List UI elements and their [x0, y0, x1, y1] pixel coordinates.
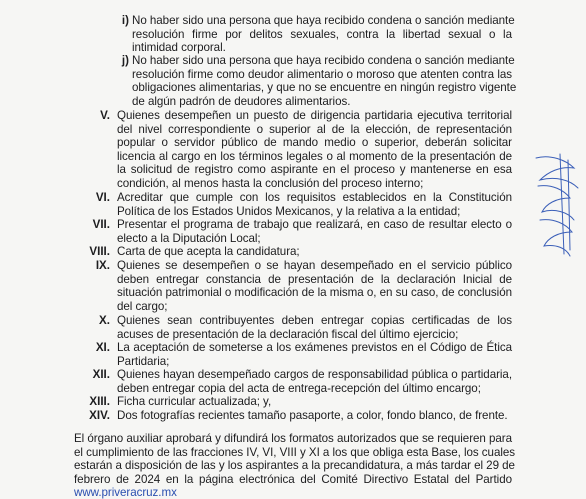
- item-text-line: No haber sido una persona que haya recibido condena o sanción mediante: [132, 14, 515, 27]
- item-text-line: Quienes hayan desempeñado cargos de responsabilidad pública o partidaria,: [117, 368, 512, 381]
- item-text-line: La aceptación de someterse a los exámenes previstos en el Código de Ética: [117, 341, 512, 354]
- item-text-line: popular o servidor público de mando medio o superior, deberán solicitar: [117, 136, 512, 150]
- item-text-line: electo a la Diputación Local;: [117, 231, 261, 245]
- item-number: VI.: [95, 191, 110, 204]
- item-number: XIII.: [89, 395, 110, 408]
- item-text-line: Presentar el programa de trabajo que realizará, en caso de resultar electo o: [117, 218, 512, 231]
- item-text-line: acuses de presentación de la declaración fiscal del último ejercicio;: [117, 327, 459, 341]
- item-text-line: de algún padrón de deudores alimentarios.: [132, 94, 351, 108]
- item-number: j): [121, 54, 129, 67]
- website-link[interactable]: www.priveracruz.mx: [74, 486, 177, 499]
- item-number: VII.: [92, 218, 110, 231]
- item-text-line: Ficha curricular actualizada; y,: [117, 395, 272, 408]
- item-text-line: del nivel correspondiente o superior al de la elección, de representación: [117, 122, 512, 136]
- item-text-line: Quienes se desempeñen o se hayan desempeñado en el servicio público: [117, 259, 512, 272]
- closing-paragraph-line: El órgano auxiliar aprobará y difundirá los formatos autorizados que se requieren para: [74, 432, 512, 445]
- item-text-line: del cargo;: [117, 299, 168, 313]
- item-text-line: licencia al cargo en los términos legales o al momento de la presentación de: [117, 149, 512, 163]
- item-text-line: la solicitud de registro como aspirante en el proceso y mantenerse en esa: [117, 163, 512, 177]
- item-text-line: situación patrimonial o modificación de la misma o, en su caso, de conclusión: [117, 286, 512, 300]
- item-text-line: obligaciones alimentarias, y que no se encuentre en ningún registro vigente: [132, 81, 517, 95]
- item-text-line: No haber sido una persona que haya recibido condena o sanción mediante: [132, 54, 515, 67]
- item-number: i): [121, 14, 129, 27]
- item-text-line: deben entregar copia del acta de entrega-recepción del último encargo;: [117, 381, 481, 395]
- item-number: XI.: [95, 341, 110, 354]
- item-number: V.: [100, 109, 110, 122]
- item-number: IX.: [95, 259, 110, 272]
- item-text-line: Dos fotografías recientes tamaño pasaporte, a color, fondo blanco, de frente.: [117, 409, 508, 422]
- item-number: XIV.: [89, 409, 110, 422]
- handwritten-signature: [530, 150, 586, 260]
- item-text-line: deben entregar constancia de presentación de la declaración Inicial de: [117, 272, 512, 286]
- item-text-line: resolución firme por delitos sexuales, contra la libertad sexual o la: [132, 27, 512, 41]
- closing-paragraph-line: estarán a disposición de las y los aspirantes a la precandidatura, a más tardar el 29 de: [74, 459, 515, 473]
- item-number: X.: [99, 314, 110, 327]
- item-text-line: resolución firme como deudor alimentario o moroso que atenten contra las: [132, 67, 512, 81]
- item-text-line: Quienes sean contribuyentes deben entregar copias certificadas de los: [117, 314, 512, 327]
- item-text-line: Quienes desempeñen un puesto de dirigencia partidaria ejecutiva territorial: [117, 109, 512, 122]
- item-number: VIII.: [89, 245, 110, 258]
- item-number: XII.: [92, 368, 110, 381]
- item-text-line: intimidad corporal.: [132, 41, 226, 55]
- item-text-line: Partidaria;: [117, 354, 170, 368]
- item-text-line: condición, al menos hasta la conclusión del proceso interno;: [117, 177, 424, 190]
- closing-paragraph-line: febrero de 2024 en la página electrónica del Comité Directivo Estatal del Partido: [74, 472, 512, 486]
- item-text-line: Acreditar que cumple con los requisitos establecidos en la Constitución: [117, 191, 512, 204]
- item-text-line: Política de los Estados Unidos Mexicanos, y la relativa a la entidad;: [117, 204, 461, 218]
- item-text-line: Carta de que acepta la candidatura;: [117, 245, 300, 258]
- closing-paragraph-line: el cumplimiento de las fracciones IV, VI, VIII y XI a los que obliga esta Base, los cuales: [74, 445, 516, 459]
